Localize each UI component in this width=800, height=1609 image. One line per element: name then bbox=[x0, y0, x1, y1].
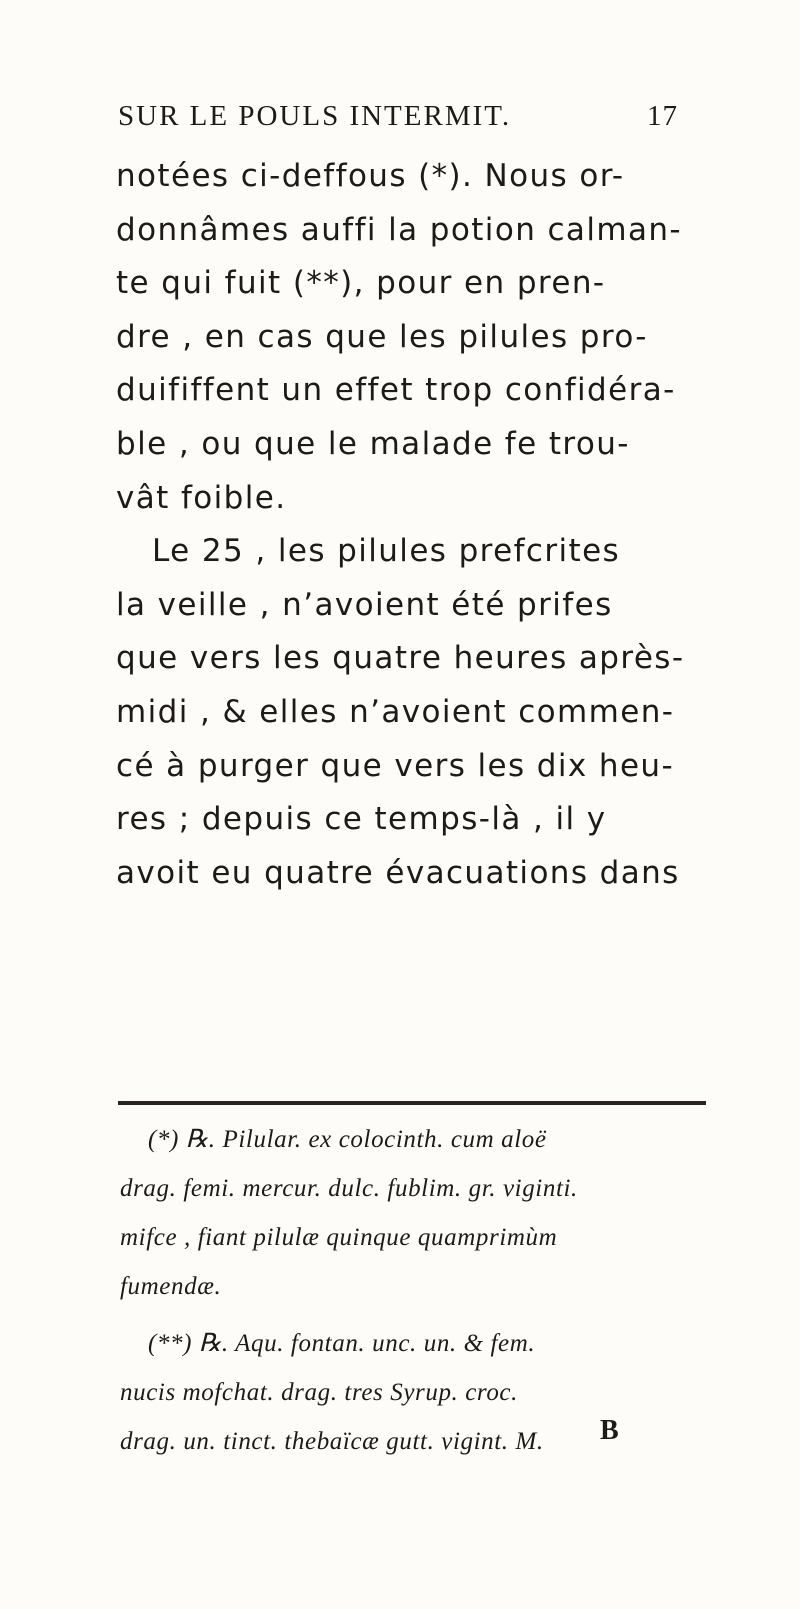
footnote-rule bbox=[118, 1101, 706, 1105]
main-text bbox=[116, 150, 706, 900]
running-head bbox=[118, 100, 678, 150]
page-number: 17 bbox=[647, 100, 678, 132]
text-line: cé à purger que vers les dix heu- bbox=[116, 747, 675, 784]
footnote-2-line: nucis mofchat. drag. tres Syrup. croc. bbox=[120, 1379, 518, 1406]
footnote-1-line: mifce , fiant pilulæ quinque quamprimùm bbox=[120, 1224, 558, 1251]
text-line: vât foible. bbox=[116, 479, 287, 516]
text-line: duififfent un effet trop confidéra- bbox=[116, 372, 676, 409]
text-line: dre , en cas que les pilules pro- bbox=[116, 318, 648, 355]
text-line: ble , ou que le malade fe trou- bbox=[116, 425, 630, 462]
footnote-2-line: (**) ℞. Aqu. fontan. unc. un. & fem. bbox=[148, 1330, 536, 1357]
footnotes bbox=[120, 1115, 710, 1466]
text-line: donnâmes auffi la potion calman- bbox=[116, 211, 682, 248]
running-head-title: SUR LE POULS INTERMIT. bbox=[118, 100, 512, 132]
text-line: que vers les quatre heures après- bbox=[116, 640, 685, 677]
text-line: midi , & elles n’avoient commen- bbox=[116, 693, 675, 730]
signature-mark: B bbox=[600, 1415, 619, 1446]
text-line: res ; depuis ce temps-là , il y bbox=[116, 801, 607, 838]
footnote-1-line: drag. femi. mercur. dulc. fublim. gr. viginti. bbox=[120, 1175, 578, 1202]
text-line: notées ci-deffous (*). Nous or- bbox=[116, 158, 625, 194]
footnote-1-line: (*) ℞. Pilular. ex colocinth. cum aloë bbox=[148, 1126, 547, 1153]
text-line: avoit eu quatre évacuations dans bbox=[116, 854, 680, 891]
text-line: te qui fuit (**), pour en pren- bbox=[116, 265, 606, 302]
footnote-2-line: drag. un. tinct. thebaïcæ gutt. vigint. M. bbox=[120, 1428, 544, 1455]
text-line: la veille , n’avoient été prifes bbox=[116, 586, 613, 623]
footnote-1-line: fumendæ. bbox=[120, 1273, 222, 1300]
text-line: Le 25 , les pilules prefcrites bbox=[152, 533, 621, 570]
